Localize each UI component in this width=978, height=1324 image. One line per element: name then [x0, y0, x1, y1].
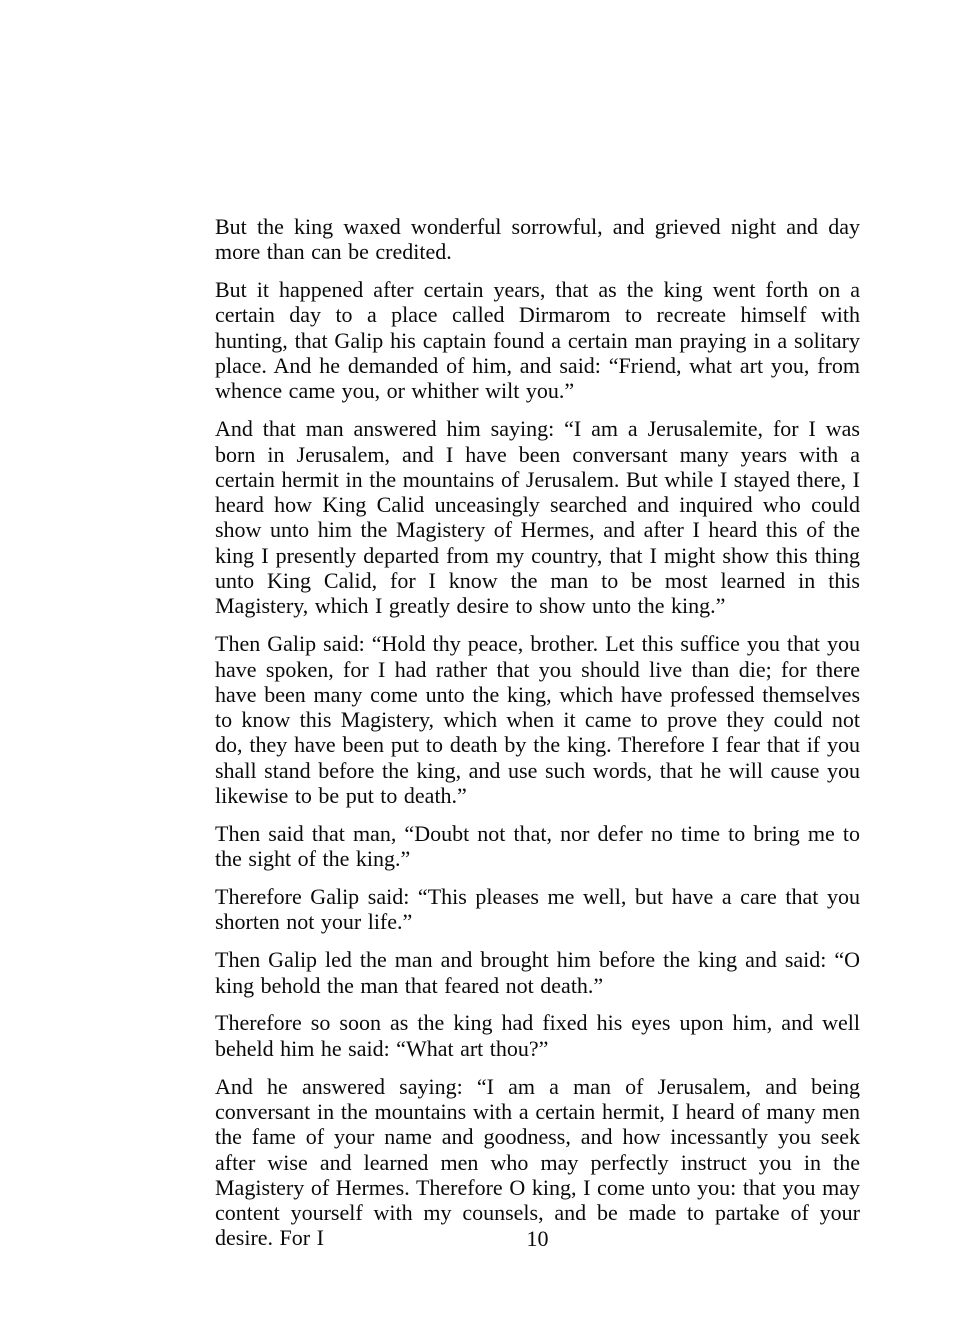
paragraph: But it happened after certain years, that as the king went forth on a certain day to a place called Dirmarom to recreate himself with hunting, that Galip his captain found a certain man praying in a solitary place. And he demanded of him, and said: “Friend, what art you, from whence came you, or whither wilt you.”: [215, 277, 860, 404]
paragraph: And he answered saying: “I am a man of Jerusalem, and being conversant in the mountains with a certain hermit, I heard of many men the fame of your name and goodness, and how incessantly you seek after wise and learned men who may perfectly instruct you in the Magistery of Hermes. Therefore O king, I come unto you: that you may content yourself with my counsels, and be made to partake of your desire. For I: [215, 1073, 860, 1251]
paragraph: Therefore so soon as the king had fixed his eyes upon him, and well beheld him he said: “What art thou?”: [215, 1010, 860, 1061]
paragraph: Then Galip said: “Hold thy peace, brother. Let this suffice you that you have spoken, for I had rather that you should live than die; for there have been many come unto the king, which have professed themselves to know this Magistery, which when it came to prove they could not do, they have been put to death by the king. Therefore I fear that if you shall stand before the king, and use such words, that he will cause you likewise to be put to death.”: [215, 631, 860, 809]
page-number: 10: [526, 1226, 549, 1251]
paragraph: But the king waxed wonderful sorrowful, and grieved night and day more than can be credited.: [215, 214, 860, 265]
text-content: [215, 214, 860, 1251]
paragraph: Then said that man, “Doubt not that, nor defer no time to bring me to the sight of the king.”: [215, 820, 860, 872]
paragraph: Therefore Galip said: “This pleases me well, but have a care that you shorten not your life.”: [215, 884, 860, 935]
paragraph: And that man answered him saying: “I am a Jerusalemite, for I was born in Jerusalem, and I have been conversant many years with a certain hermit in the mountains of Jerusalem. But while I stayed there, I heard how King Calid unceasingly searched and inquired who could show unto him the Magistery of Hermes, and after I heard this of the king I presently departed from my country, that I might show this thing unto King Calid, for I know the man to be most learned in this Magistery, which I greatly desire to show unto the king.”: [215, 416, 860, 619]
paragraph: Then Galip led the man and brought him before the king and said: “O king behold the man that feared not death.”: [215, 947, 860, 998]
